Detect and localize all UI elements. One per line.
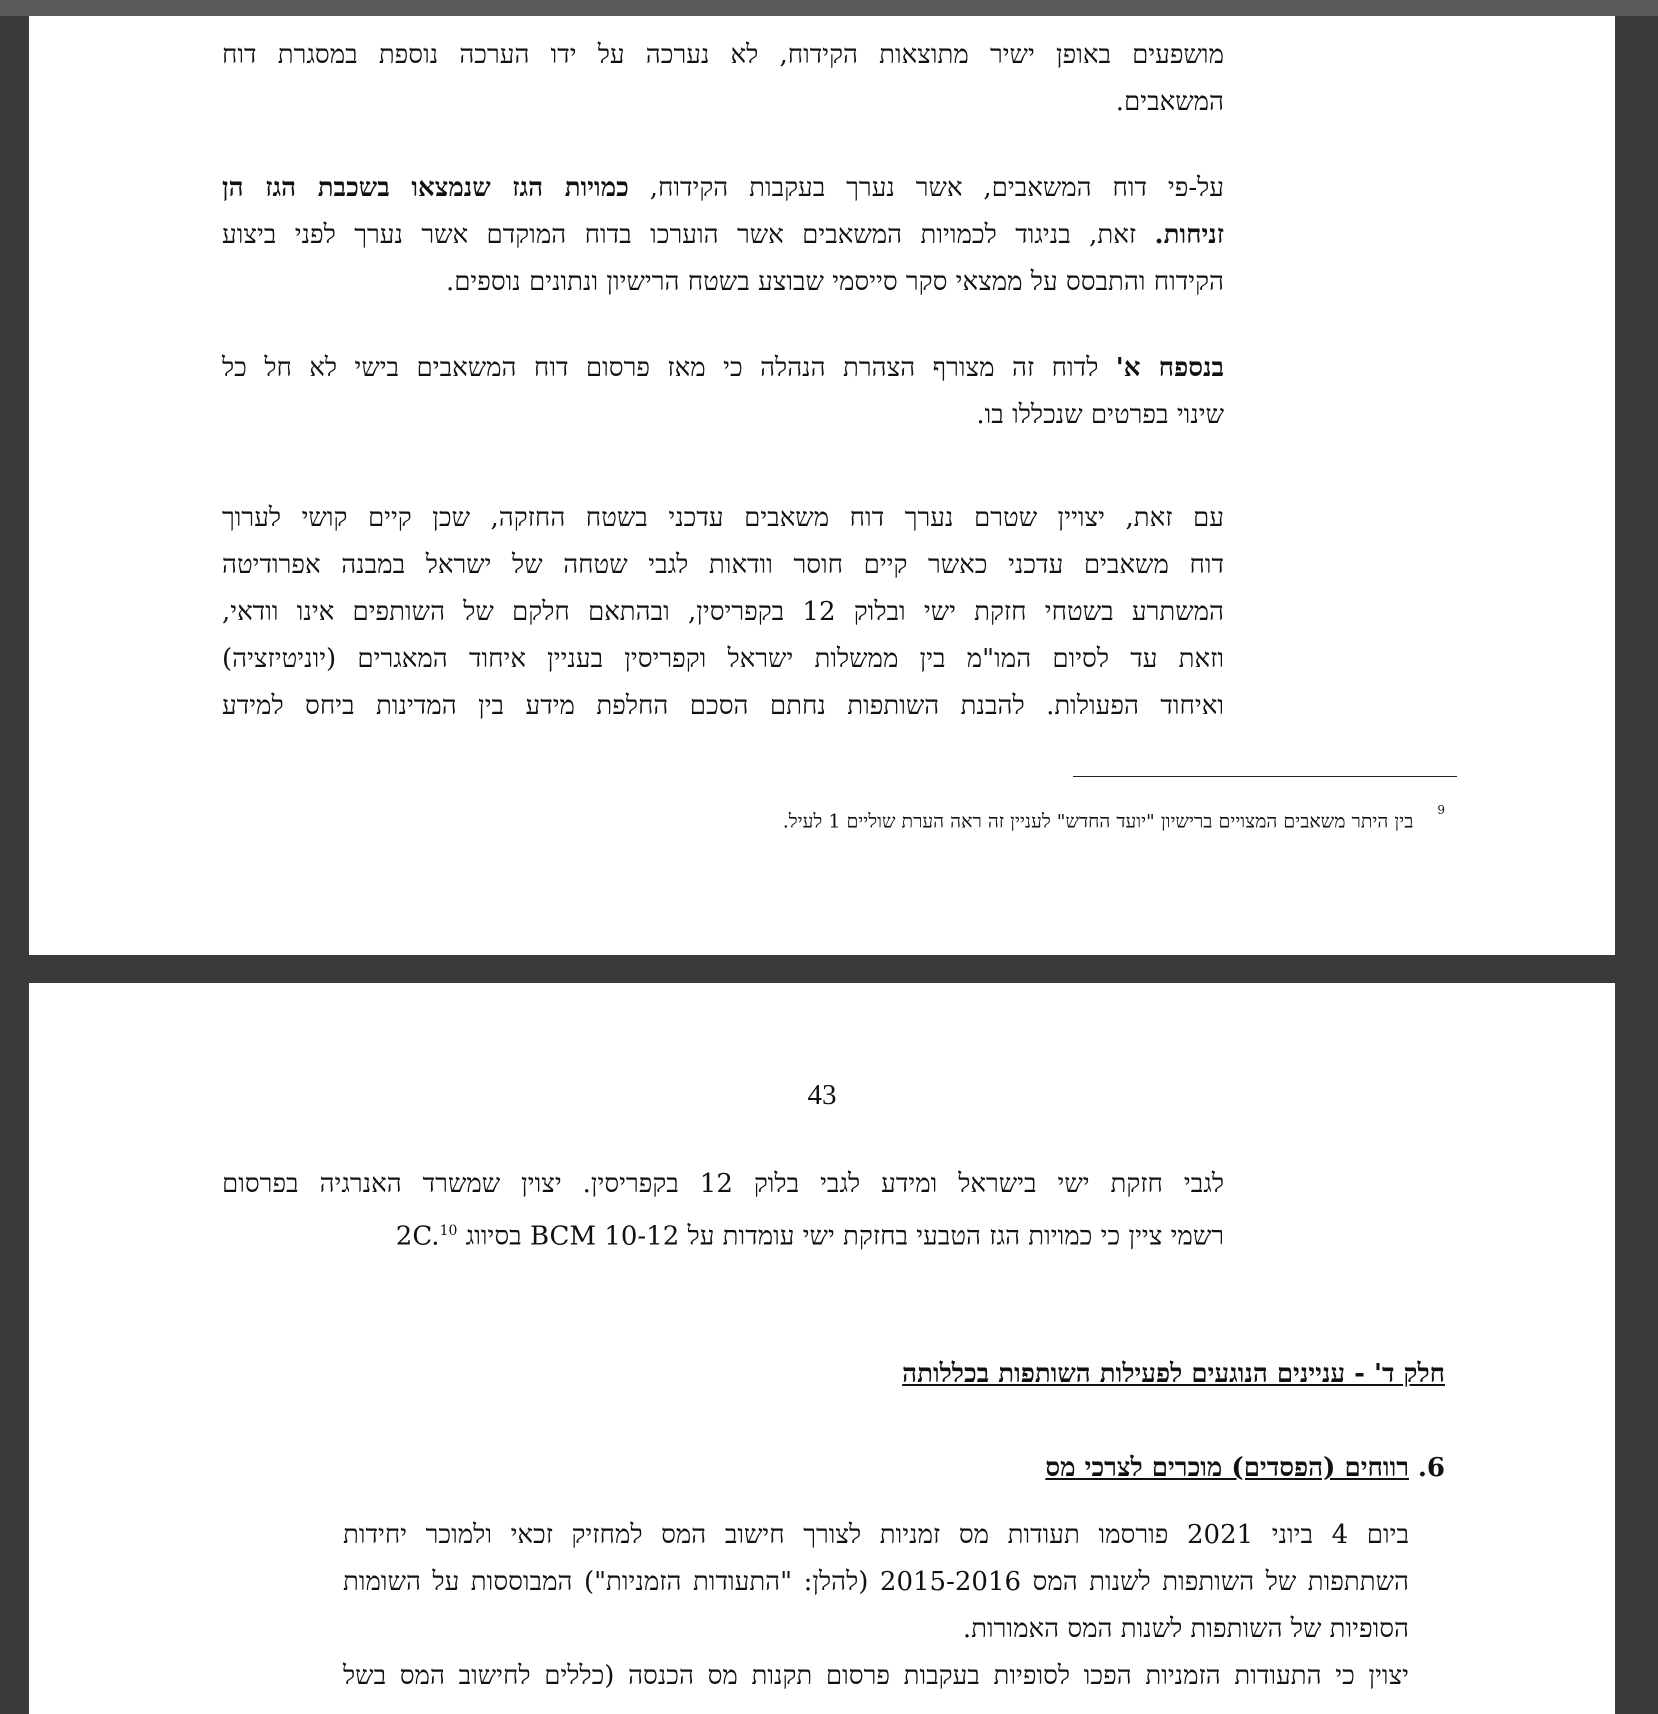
text-line: השתתפות של השותפות לשנות המס 2015-2016 (להלן: "התעודות הזמניות") המבוססות על השומות [343, 1567, 1409, 1597]
paragraph-4 [222, 495, 1224, 730]
text-line: וזאת עד לסיום המו"מ בין ממשלות ישראל וקפריסין בעניין איחוד המאגרים (יוניטיזציה) [222, 644, 1224, 674]
section-heading: חלק ד' - עניינים הנוגעים לפעילות השותפות בכללותה [902, 1359, 1445, 1389]
text-line [222, 345, 1224, 392]
text-span: על-פי דוח המשאבים, אשר נערך בעקבות הקידוח, [628, 173, 1224, 203]
text-line: המשתרע בשטחי חזקת ישי ובלוק 12 בקפריסין, ובהתאם חלקם של השותפים אינו וודאי, [222, 597, 1224, 627]
continued-paragraph [222, 1161, 1224, 1261]
text-line: ואיחוד הפעולות. להבנת השותפות נחתם הסכם החלפת מידע בין המדינות ביחס למידע [222, 691, 1224, 721]
text-span: רשמי ציין כי כמויות הגז הטבעי בחזקת ישי עומדות על BCM 10-12 בסיווג 2C. [395, 1221, 1224, 1252]
footnote-separator [1073, 776, 1457, 777]
paragraph-1 [222, 32, 1224, 126]
text-line [222, 1208, 1224, 1261]
text-line: לגבי חזקת ישי בישראל ומידע לגבי בלוק 12 בקפריסין. יצוין שמשרד האנרגיה בפרסום [222, 1169, 1224, 1199]
text-line: הסופיות של השותפות לשנות המס האמורות. [962, 1614, 1409, 1644]
footnote-number: 9 [1437, 803, 1445, 817]
text-line [222, 212, 1224, 259]
text-line: דוח משאבים עדכני כאשר קיים חוסר וודאות לגבי שטחה של ישראל במבנה אפרודיטה [222, 550, 1224, 580]
document-page-2 [29, 983, 1615, 1714]
paragraph-2 [222, 165, 1224, 306]
document-page-1 [29, 16, 1615, 955]
viewer-top-bar [0, 0, 1658, 16]
page-number: 43 [807, 1079, 837, 1111]
footnote-ref-10: 10 [439, 1223, 458, 1239]
item-paragraph [343, 1512, 1409, 1700]
text-line: הקידוח והתבסס על ממצאי סקר סייסמי שבוצע בשטח הרישיון ונתונים נוספים. [445, 267, 1224, 297]
bold-text: זניחות. [1154, 220, 1224, 250]
bold-text: בנספח א' [1115, 353, 1224, 383]
text-line: יצוין כי התעודות הזמניות הפכו לסופיות בעקבות פרסום תקנות מס הכנסה (כללים לחישוב המס בשל [343, 1661, 1409, 1691]
text-span: זאת, בניגוד לכמויות המשאבים אשר הוערכו בדוח המוקדם אשר נערך לפני ביצוע [222, 220, 1155, 250]
text-span: לדוח זה מצורף הצהרת הנהלה כי מאז פרסום דוח המשאבים בישי לא חל כל [222, 353, 1116, 383]
paragraph-3 [222, 345, 1224, 439]
text-line [222, 165, 1224, 212]
footnote-text: בין היתר משאבים המצויים ברישיון "יועד החדש" לעניין זה ראה הערת שוליים 1 לעיל. [782, 810, 1414, 833]
footnote-9 [783, 803, 1445, 834]
text-line: שינוי בפרטים שנכללו בו. [976, 400, 1224, 430]
text-line: ביום 4 ביוני 2021 פורסמו תעודות מס זמניות לצורך חישוב המס למחזיק זכאי ולמוכר יחידות [343, 1520, 1409, 1550]
item-number: 6. [1417, 1453, 1445, 1483]
item-heading: רווחים (הפסדים) מוכרים לצרכי מס [1045, 1453, 1409, 1483]
text-line: מושפעים באופן ישיר מתוצאות הקידוח, לא נערכה על ידו הערכה נוספת במסגרת דוח [222, 40, 1224, 70]
text-line: עם זאת, יצויין שטרם נערך דוח משאבים עדכני בשטח החזקה, שכן קיים קושי לערוך [222, 503, 1224, 533]
bold-text: כמויות הגז שנמצאו בשכבת הגז הן [222, 173, 629, 203]
text-line: המשאבים. [1115, 87, 1224, 117]
